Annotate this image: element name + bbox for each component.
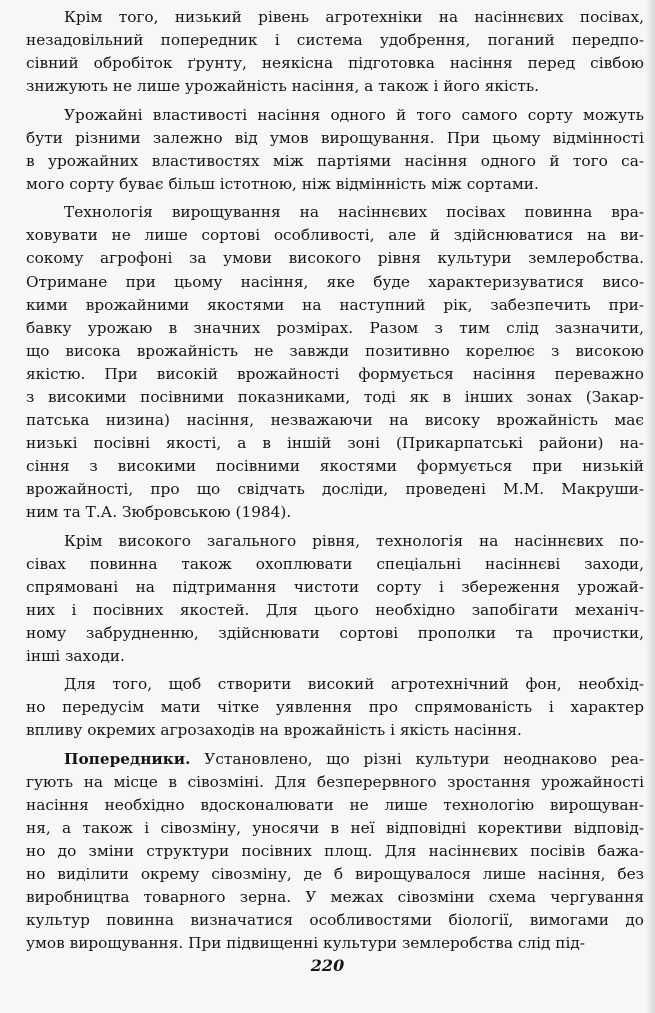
- text-line: що висока врожайність не завжди позитивно корелює з високою: [26, 341, 644, 360]
- text-line: сіння з високими посівними якостями формується при низькій: [26, 456, 644, 475]
- text-line: спрямовані на підтримання чистоти сорту і збереження урожай-: [26, 577, 644, 596]
- text-line: Крім того, низький рівень агротехніки на насіннєвих посівах,: [64, 8, 644, 26]
- text-line: ня, а також і сівозміну, уносячи в неї відповідні корективи відповід-: [26, 819, 644, 838]
- text-line: насіння необхідно вдосконалювати не лише технологію вирощуван-: [26, 796, 644, 815]
- paragraph: [26, 673, 644, 742]
- text-line: Технологія вирощування на насіннєвих посівах повинна вра-: [64, 203, 644, 222]
- text-line: [26, 748, 644, 771]
- text-line: но передусім мати чітке уявлення про спрямованість і характер: [26, 698, 644, 717]
- text-line: сівах повинна також охоплювати спеціальні насіннєві заходи,: [26, 554, 644, 573]
- text-line: умов вирощування. При підвищенні культури землеробства слід під-: [26, 934, 585, 953]
- text-line: з високими посівними показниками, тоді як в інших зонах (Закар-: [26, 387, 644, 406]
- text-line: бути різними залежно від умов вирощування. При цьому відмінності: [26, 128, 644, 147]
- paragraph: [26, 748, 644, 955]
- body-text: [26, 6, 644, 955]
- text-line: но до зміни структури посівних площ. Для насіннєвих посівів бажа-: [26, 842, 644, 861]
- text-line: кими врожайними якостями на наступний рік, забезпечить при-: [26, 295, 644, 314]
- paragraph: [26, 530, 644, 668]
- text-line: впливу окремих агрозаходів на врожайність і якість насіння.: [26, 721, 522, 740]
- text-line: бавку урожаю в значних розмірах. Разом з тим слід зазначити,: [26, 318, 644, 337]
- text-line: гують на місце в сівозміні. Для безперервного зростання урожайності: [26, 773, 644, 791]
- page-number: 220: [310, 956, 345, 975]
- text-line: врожайності, про що свідчать досліди, проведені М.М. Макруши-: [26, 479, 644, 498]
- text-line: Крім високого загального рівня, технологія на насіннєвих по-: [64, 531, 644, 550]
- text-line: них і посівних якостей. Для цього необхідно запобігати механіч-: [26, 600, 644, 619]
- text-line: ховувати не лише сортові особливості, але й здійснюватися на ви-: [26, 226, 644, 245]
- text-line: сівний обробіток ґрунту, неякісна підготовка насіння перед сівбою: [26, 54, 644, 73]
- text-line: інші заходи.: [26, 646, 125, 665]
- paragraph: [26, 104, 644, 196]
- text-line: ним та Т.А. Зюбровською (1984).: [26, 502, 292, 521]
- section-heading: Попередники.: [64, 749, 191, 768]
- paragraph: [26, 6, 644, 98]
- text-line: в урожайних властивостях між партіями насіння одного й того са-: [26, 151, 644, 170]
- text-line: культур повинна визначатися особливостями біології, вимогами до: [26, 911, 644, 930]
- text-line: низькі посівні якості, а в іншій зоні (Прикарпатські райони) на-: [26, 433, 644, 452]
- text-line: Отримане при цьому насіння, яке буде характеризуватися висо-: [26, 272, 644, 291]
- text-line: Урожайні властивості насіння одного й того самого сорту можуть: [64, 105, 644, 124]
- page-edge-shadow: [645, 0, 655, 1013]
- text-line: незадовільний попередник і система удобрення, поганий передпо-: [26, 31, 644, 50]
- text-line: Для того, щоб створити високий агротехнічний фон, необхід-: [64, 675, 644, 694]
- text-line: знижують не лише урожайність насіння, а також і його якість.: [26, 77, 540, 96]
- text-line-content: Установлено, що різні культури неоднаково реа-: [190, 749, 644, 768]
- text-line: виробництва товарного зерна. У межах сівозміни схема чергування: [26, 888, 644, 907]
- text-line: сокому агрофоні за умови високого рівня культури землеробства.: [26, 249, 644, 268]
- text-line: ному забрудненню, здійснювати сортові прополки та прочистки,: [26, 623, 644, 642]
- text-line: патська низина) насіння, незважаючи на високу врожайність має: [26, 410, 644, 429]
- text-line: мого сорту буває більш істотною, ніж відмінність між сортами.: [26, 174, 539, 193]
- text-line: якістю. При високій врожайності формується насіння переважно: [26, 364, 644, 383]
- paragraph: [26, 201, 644, 524]
- text-line: но виділити окрему сівозміну, де б вирощувалося лише насіння, без: [26, 865, 644, 884]
